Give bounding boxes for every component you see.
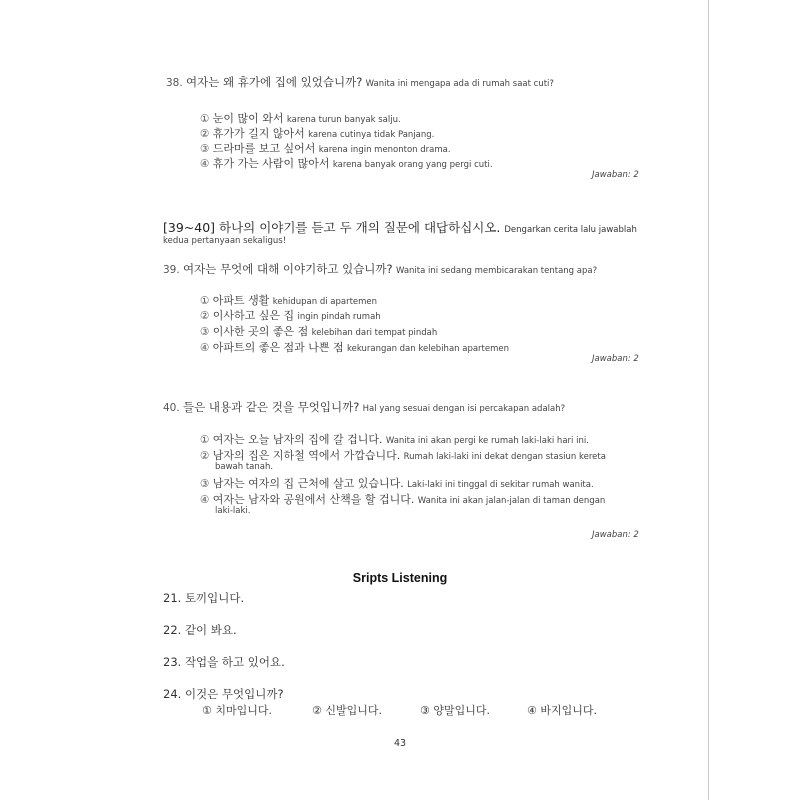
option-marker: ④ (200, 158, 210, 170)
script-item-23: 23. 작업을 하고 있어요. (163, 655, 285, 669)
instruction-39-40 (163, 218, 637, 236)
option-marker: ④ (200, 494, 210, 506)
option-marker: ② (200, 128, 210, 140)
option-korean: 드라마를 보고 싶어서 (212, 142, 316, 155)
option-korean: 아파트 생활 (212, 294, 270, 307)
option-korean: 휴가가 길지 않아서 (212, 127, 305, 140)
q39-option-3 (200, 323, 437, 339)
q40-option-3 (200, 475, 594, 491)
q39-answer: Jawaban: 2 (592, 354, 639, 364)
q40-answer: Jawaban: 2 (592, 530, 639, 540)
option-indonesian: kekurangan dan kelebihan apartemen (346, 344, 510, 354)
q38-answer: Jawaban: 2 (592, 170, 639, 180)
script-choice-3: ③ 양말입니다. (420, 704, 490, 717)
page-edge (708, 0, 709, 800)
q40-option-2 (200, 447, 606, 463)
option-korean: 남자는 여자의 집 근처에 살고 있습니다. (212, 477, 404, 490)
q39-option-1 (200, 292, 377, 308)
q38-option-1 (200, 110, 401, 126)
option-korean: 여자는 오늘 남자의 집에 갈 겁니다. (212, 433, 383, 446)
question-korean: 여자는 무엇에 대해 이야기하고 있습니까? (183, 262, 393, 276)
option-marker: ③ (200, 143, 210, 155)
option-marker: ③ (200, 326, 210, 338)
option-marker: ① (200, 295, 210, 307)
option-indonesian: karena turun banyak salju. (286, 115, 401, 125)
option-marker: ④ (200, 342, 210, 354)
option-indonesian: Laki-laki ini tinggal di sekitar rumah wanita. (407, 480, 594, 490)
question-number: 38. (166, 77, 183, 89)
instruction-indonesian-2: kedua pertanyaan sekaligus! (163, 236, 287, 246)
option-korean: 이사한 곳의 좋은 점 (212, 325, 309, 338)
option-indonesian: karena cutinya tidak Panjang. (308, 130, 435, 140)
option-marker: ③ (200, 478, 210, 490)
option-indonesian: kelebihan dari tempat pindah (311, 328, 438, 338)
page-number: 43 (393, 738, 407, 749)
option-indonesian: kehidupan di apartemen (272, 297, 378, 307)
option-indonesian: karena ingin menonton drama. (318, 145, 451, 155)
option-indonesian: Wanita ini akan pergi ke rumah laki-laki hari ini. (385, 436, 589, 446)
option-korean: 남자의 집은 지하철 역에서 가깝습니다. (212, 449, 401, 462)
option-korean: 휴가 가는 사람이 많아서 (212, 157, 330, 170)
question-korean: 들은 내용과 같은 것을 무엇입니까? (183, 400, 360, 414)
q40-option-2-continued: bawah tanah. (215, 462, 274, 472)
option-indonesian: Rumah laki-laki ini dekat dengan stasiun kereta (403, 452, 606, 462)
q40-option-4 (200, 491, 605, 507)
option-indonesian: Wanita ini akan jalan-jalan di taman dengan (417, 496, 606, 506)
script-item-22: 22. 같이 봐요. (163, 623, 237, 637)
question-number: 40. (163, 402, 180, 414)
option-korean: 눈이 많이 와서 (212, 112, 284, 125)
q40-option-4-continued: laki-laki. (215, 506, 251, 516)
script-item-21: 21. 토끼입니다. (163, 591, 245, 605)
option-korean: 여자는 남자와 공원에서 산책을 할 겁니다. (212, 493, 415, 506)
q38-option-4 (200, 155, 493, 171)
option-marker: ① (200, 434, 210, 446)
option-korean: 이사하고 싶은 집 (212, 309, 295, 322)
instruction-korean: [39~40] 하나의 이야기를 듣고 두 개의 질문에 대답하십시오. (163, 220, 501, 235)
option-indonesian: karena banyak orang yang pergi cuti. (332, 160, 493, 170)
question-40 (163, 399, 565, 415)
script-title: Sripts Listening (352, 571, 448, 585)
q40-option-1 (200, 431, 589, 447)
question-39 (163, 261, 597, 277)
q38-option-3 (200, 140, 451, 156)
script-choice-4: ④ 바지입니다. (527, 704, 597, 717)
question-number: 39. (163, 264, 180, 276)
q39-option-2 (200, 307, 381, 323)
option-korean: 아파트의 좋은 점과 나쁜 점 (212, 341, 344, 354)
option-marker: ② (200, 450, 210, 462)
script-item-24: 24. 이것은 무엇입니까? (163, 687, 284, 701)
script-choice-1: ① 치마입니다. (202, 704, 272, 717)
instruction-indonesian-1: Dengarkan cerita lalu jawablah (504, 225, 637, 235)
option-marker: ① (200, 113, 210, 125)
q38-option-2 (200, 125, 434, 141)
option-marker: ② (200, 310, 210, 322)
q39-option-4 (200, 339, 509, 355)
question-38 (166, 74, 554, 90)
question-indonesian: Wanita ini mengapa ada di rumah saat cuti? (365, 79, 554, 89)
option-indonesian: ingin pindah rumah (297, 312, 381, 322)
question-indonesian: Wanita ini sedang membicarakan tentang apa? (395, 266, 598, 276)
question-indonesian: Hal yang sesuai dengan isi percakapan adalah? (362, 404, 566, 414)
script-choice-2: ② 신발입니다. (312, 704, 382, 717)
question-korean: 여자는 왜 휴가에 집에 있었습니까? (186, 75, 363, 89)
